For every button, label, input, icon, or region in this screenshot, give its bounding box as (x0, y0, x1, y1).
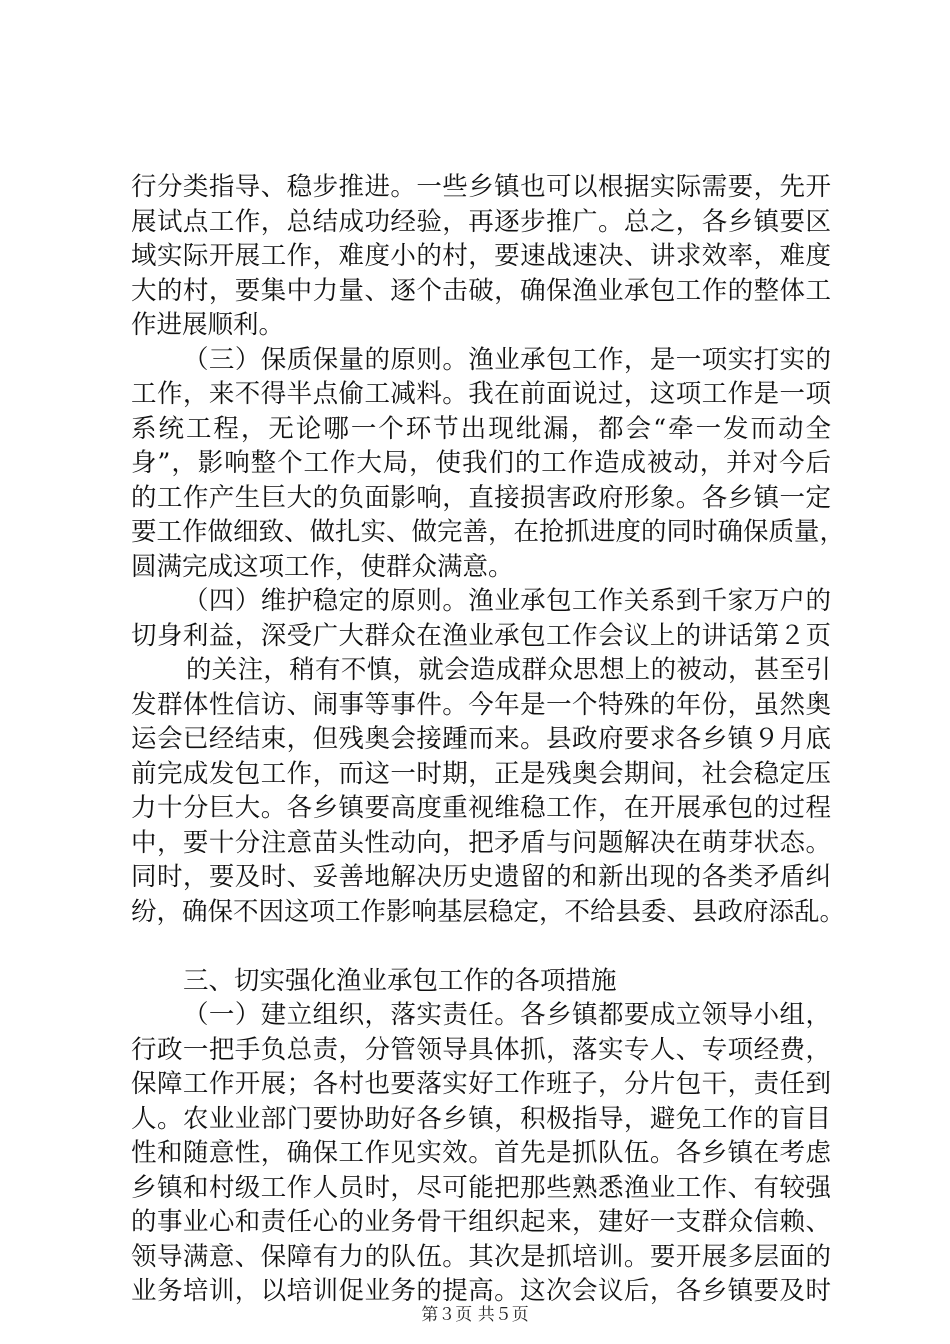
text-line: 人。农业业部门要协助好各乡镇，积极指导，避免工作的盲目 (131, 1103, 831, 1134)
document-body (131, 170, 846, 1309)
page-number-footer: 第３页 共５页 (421, 1305, 529, 1325)
text-line: 同时，要及时、妥善地解决历史遗留的和新出现的各类矛盾纠 (131, 862, 831, 892)
text-line: 行分类指导、稳步推进。一些乡镇也可以根据实际需要，先开 (131, 172, 831, 202)
text-line: 中，要十分注意苗头性动向，把矛盾与问题解决在萌芽状态。 (131, 827, 831, 858)
text-line: 切身利益，深受广大群众在渔业承包工作会议上的讲话第２页 (131, 620, 831, 651)
text-line: 展试点工作，总结成功经验，再逐步推广。总之，各乡镇要区 (131, 206, 831, 237)
text-line: 行政一把手负总责，分管领导具体抓，落实专人、专项经费， (131, 1034, 831, 1065)
section-gap (131, 929, 831, 964)
text-line: 圆满完成这项工作，使群众满意。 (131, 551, 514, 582)
text-line: 性和随意性，确保工作见实效。首先是抓队伍。各乡镇在考虑 (131, 1138, 831, 1168)
paragraph-heading-4: （四）维护稳定的原则。渔业承包工作关系到千家万户的 (183, 586, 831, 616)
text-line: 的关注，稍有不慎，就会造成群众思想上的被动，甚至引 (186, 655, 831, 685)
text-line: 发群体性信访、闹事等事件。今年是一个特殊的年份，虽然奥 (131, 689, 831, 720)
text-line: 保障工作开展；各村也要落实好工作班子，分片包干，责任到 (131, 1069, 831, 1099)
text-line: 的事业心和责任心的业务骨干组织起来，建好一支群众信赖、 (131, 1207, 831, 1237)
text-line: 工作，来不得半点偷工减料。我在前面说过，这项工作是一项 (131, 379, 831, 409)
text-line: 前完成发包工作，而这一时期，正是残奥会期间，社会稳定压 (131, 758, 831, 789)
text-line: 业务培训，以培训促业务的提高。这次会议后，各乡镇要及时 (131, 1276, 831, 1306)
text-line: 身”，影响整个工作大局，使我们的工作造成被动，并对今后 (131, 448, 831, 478)
text-line: 大的村，要集中力量、逐个击破，确保渔业承包工作的整体工 (131, 275, 831, 306)
text-line: 运会已经结束，但残奥会接踵而来。县政府要求各乡镇９月底 (131, 724, 831, 754)
text-line: 域实际开展工作，难度小的村，要速战速决、讲求效率，难度 (131, 241, 831, 271)
text-line: 的工作产生巨大的负面影响，直接损害政府形象。各乡镇一定 (131, 482, 831, 513)
text-line: 要工作做细致、做扎实、做完善，在抢抓进度的同时确保质量， (131, 517, 846, 547)
paragraph-heading-3: （三）保质保量的原则。渔业承包工作，是一项实打实的 (183, 344, 831, 375)
text-line: 系统工程，无论哪一个环节出现纰漏，都会“牵一发而动全 (131, 413, 831, 444)
paragraph-heading-1: （一）建立组织，落实责任。各乡镇都要成立领导小组， (183, 1000, 831, 1030)
text-line: 力十分巨大。各乡镇要高度重视维稳工作，在开展承包的过程 (131, 793, 831, 823)
text-line: 作进展顺利。 (131, 310, 285, 340)
section-heading: 三、切实强化渔业承包工作的各项措施 (183, 965, 617, 996)
text-line: 纷，确保不因这项工作影响基层稳定，不给县委、县政府添乱。 (131, 896, 846, 927)
text-line: 乡镇和村级工作人员时，尽可能把那些熟悉渔业工作、有较强 (131, 1172, 831, 1203)
text-line: 领导满意、保障有力的队伍。其次是抓培训。要开展多层面的 (131, 1241, 831, 1272)
